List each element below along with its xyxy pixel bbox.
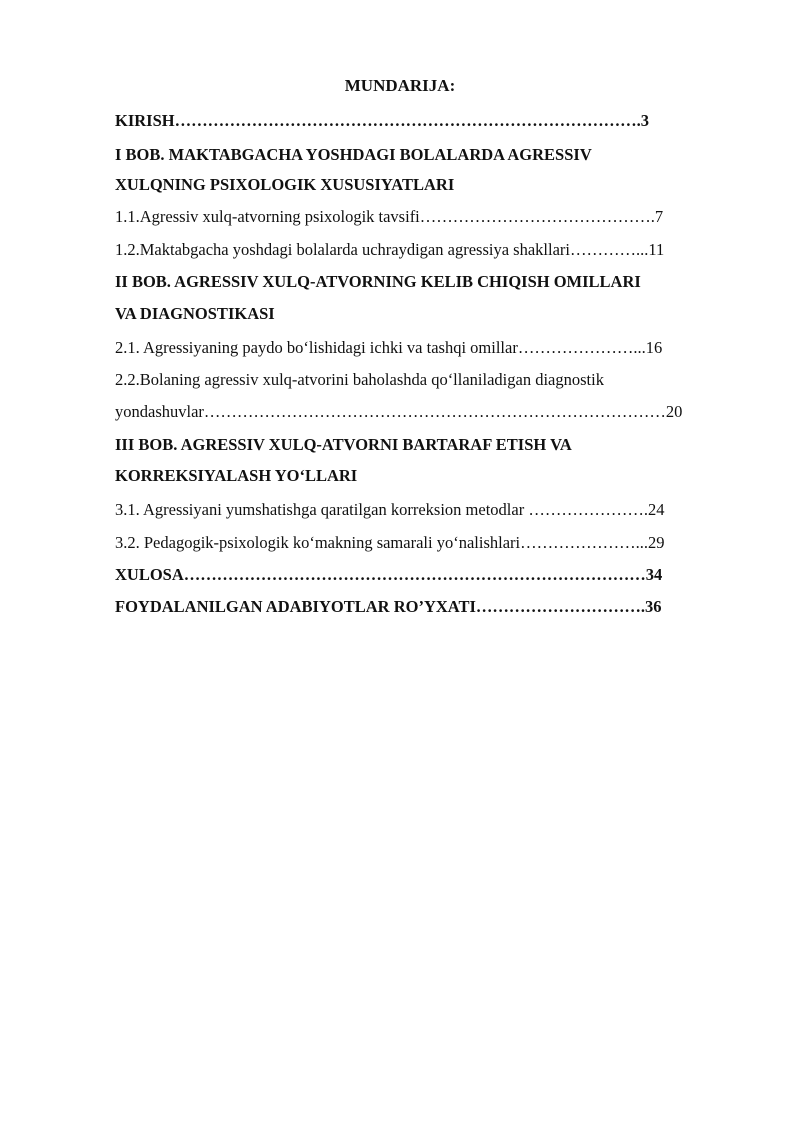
toc-chapter-3-heading-cont: KORREKSIYALASH YO‘LLARI [115, 466, 358, 485]
toc-entry-xulosa: XULOSA…………………………………………………………………………34 [115, 565, 663, 584]
toc-chapter-3-heading: III BOB. AGRESSIV XULQ-ATVORNI BARTARAF ETISH VA [115, 435, 572, 454]
toc-chapter-1-heading-cont: XULQNING PSIXOLOGIK XUSUSIYATLARI [115, 175, 455, 194]
toc-entry-kirish: KIRISH………………………………………………………………………….3 [115, 111, 649, 130]
toc-chapter-2-heading-cont: VA DIAGNOSTIKASI [115, 304, 275, 323]
toc-entry-2-1: 2.1. Agressiyaning paydo bo‘lishidagi ichki va tashqi omillar…………………...16 [115, 338, 663, 357]
toc-entry-1-1: 1.1.Agressiv xulq-atvorning psixologik tavsifi…………………………………….7 [115, 207, 664, 226]
toc-entry-2-2-cont: yondashuvlar…………………………………………………………………………20 [115, 402, 683, 421]
toc-entry-2-2: 2.2.Bolaning agressiv xulq-atvorini baholashda qo‘llaniladigan diagnostik [115, 370, 604, 389]
toc-chapter-2-heading: II BOB. AGRESSIV XULQ-ATVORNING KELIB CHIQISH OMILLARI [115, 272, 641, 291]
toc-entry-3-2: 3.2. Pedagogik-psixologik ko‘makning samarali yo‘nalishlari…………………...29 [115, 533, 665, 552]
toc-chapter-1-heading: I BOB. MAKTABGACHA YOSHDAGI BOLALARDA AGRESSIV [115, 145, 592, 164]
toc-entry-adabiyotlar: FOYDALANILGAN ADABIYOTLAR RO’YXATI………………………….36 [115, 597, 662, 616]
page-title: MUNDARIJA: [344, 76, 456, 95]
toc-entry-1-2: 1.2.Maktabgacha yoshdagi bolalarda uchraydigan agressiya shakllari…………...11 [115, 240, 665, 259]
toc-entry-3-1: 3.1. Agressiyani yumshatishga qaratilgan korreksion metodlar ………………….24 [115, 500, 665, 519]
